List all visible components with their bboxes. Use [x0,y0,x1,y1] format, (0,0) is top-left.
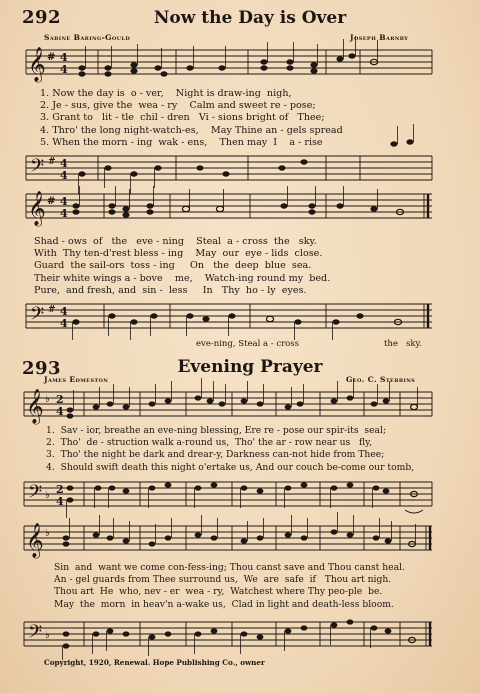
svg-text:𝄞: 𝄞 [28,47,46,82]
svg-text:4: 4 [60,63,68,76]
svg-text:2: 2 [56,483,64,496]
verse-line: Shad - ows of the eve - ning Steal a - cross the sky. [34,236,317,247]
verse-line: 1. Now the day is o - ver, Night is draw-ing nigh, [40,88,292,99]
svg-text:♭: ♭ [45,528,50,539]
copyright-notice: Copyright, 1920, Renewal. Hope Publishing Co., owner [44,658,265,667]
staff-292-treble-2 [0,186,480,236]
staff-293-bass-1 [0,474,480,520]
staff-292-bass-2 [0,296,480,340]
verses-293-part1 [46,425,414,474]
notes-292-1 [78,53,377,76]
verses-292-part1 [40,88,343,149]
composer-292: Joseph Barnby [350,33,409,42]
staff-293-treble-1 [0,384,480,430]
svg-text:4: 4 [60,305,68,318]
verse-line: 2. Je - sus, give the wea - ry Calm and sweet re - pose; [40,100,316,112]
hymn-title-293: Evening Prayer [177,357,323,377]
verse-line: May the morn in heav'n a-wake us, Clad in light and death-less bloom. [54,598,394,610]
verse-line: 5. When the morn - ing wak - ens, Then may I a - rise [40,136,323,148]
verse-line: 4. Should swift death this night o'ertake us, And our couch be-come our tomb, [46,461,415,473]
staff-293-bass-2 [0,612,480,658]
svg-text:4: 4 [60,51,68,64]
bass-lyric-left: eve-ning, Steal a - cross [196,339,300,349]
hymn-number-292: 292 [22,7,62,28]
svg-text:♭: ♭ [45,630,50,641]
svg-text:4: 4 [60,207,68,220]
author-293: James Edmeston [44,375,109,384]
hymn-title-292: Now the Day is Over [153,8,347,28]
author-292: Sabine Baring-Gould [44,33,131,42]
svg-text:4: 4 [60,169,68,182]
verse-line: Sin and want we come con-fess-ing; Thou canst save and Thou canst heal. [54,562,405,573]
verse-line: 1. Sav - ior, breathe an eve-ning blessing, Ere re - pose our spir-its seal; [46,425,387,436]
verse-line: Their white wings a - bove me, Watch-ing round my bed. [34,272,331,284]
svg-text:#: # [48,157,56,167]
staff-293-treble-2 [0,518,480,564]
hymn-number-293: 293 [22,358,62,379]
svg-text:2: 2 [56,393,64,406]
svg-text:4: 4 [56,405,64,418]
svg-text:𝄞: 𝄞 [26,389,44,424]
svg-text:#: # [47,196,56,207]
svg-text:𝄢: 𝄢 [30,304,45,329]
verse-line: Thou art He who, nev - er wea - ry, Watchest where Thy peo-ple be. [54,586,383,598]
verses-293-part2 [54,562,405,611]
verse-line: 4. Thro' the long night-watch-es, May Thine an - gels spread [40,124,343,136]
svg-text:𝄞: 𝄞 [28,191,46,226]
staff-292-bass-1 [0,148,480,190]
verses-292-part2 [34,236,330,297]
verse-line: With Thy ten-d'rest bless - ing May our eye - lids close. [34,248,323,260]
svg-text:𝄞: 𝄞 [26,523,44,558]
svg-text:4: 4 [60,317,68,330]
verse-line: 3. Grant to lit - tle chil - dren Vi - sions bright of Thee; [40,112,325,124]
svg-text:#: # [47,52,56,63]
staff-292-treble-1 [0,44,480,94]
verse-line: Pure, and fresh, and sin - less In Thy ho - ly eyes. [34,284,307,296]
composer-293: Geo. C. Stebbins [346,375,416,384]
verse-line: An - gel guards from Thee surround us, We are safe if Thou art nigh. [54,574,392,586]
svg-text:♭: ♭ [45,394,50,405]
svg-text:#: # [48,305,56,315]
svg-text:4: 4 [60,157,68,170]
svg-text:4: 4 [60,195,68,208]
verse-line: 2. Tho' de - struction walk a-round us, Tho' the ar - row near us fly, [46,437,373,449]
svg-text:𝄢: 𝄢 [30,156,45,181]
verse-line: 3. Tho' the night be dark and drear-y, Darkness can-not hide from Thee; [46,449,385,461]
svg-text:𝄢: 𝄢 [28,622,43,647]
svg-text:♭: ♭ [45,490,50,501]
bass-lyric-right: the sky. [384,339,422,349]
svg-text:𝄢: 𝄢 [28,482,43,507]
svg-text:4: 4 [56,495,64,508]
verse-line: Guard the sail-ors toss - ing On the deep blue sea. [34,260,312,272]
